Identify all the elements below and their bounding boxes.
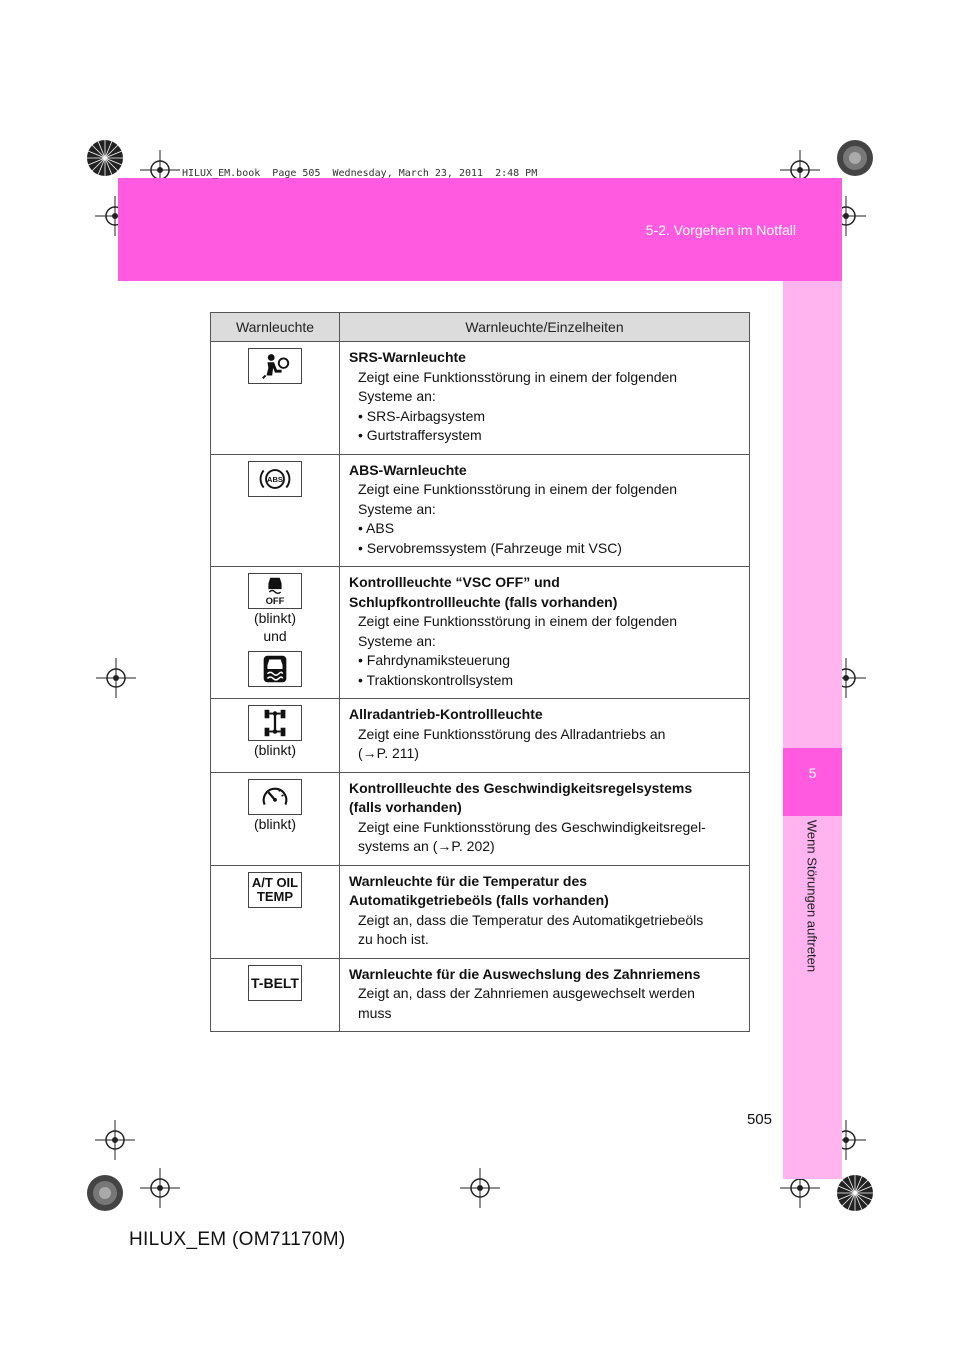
abs-icon bbox=[248, 461, 302, 497]
chapter-side-band bbox=[783, 281, 842, 1179]
light-description: (→P. 211) bbox=[358, 745, 419, 761]
icon-cell bbox=[211, 772, 340, 865]
table-row bbox=[211, 342, 750, 455]
light-description: muss bbox=[358, 1004, 392, 1021]
details-cell bbox=[340, 567, 750, 699]
cruise-control-icon bbox=[248, 779, 302, 815]
table-row bbox=[211, 567, 750, 699]
book-stamp: HILUX_EM.book Page 505 Wednesday, March 23, 2011 2:48 PM bbox=[182, 168, 538, 179]
blink-caption: (blinkt) bbox=[253, 610, 296, 626]
details-cell bbox=[340, 342, 750, 455]
bullet-item: • Traktionskontrollsystem bbox=[358, 671, 514, 688]
details-cell bbox=[340, 699, 750, 773]
icon-cell bbox=[211, 958, 340, 1032]
table-row bbox=[211, 865, 750, 958]
at-oil-temp-icon bbox=[248, 872, 302, 908]
at-oil-temp-icon-line: A/T OIL bbox=[251, 874, 299, 890]
section-title: 5-2. Vorgehen im Notfall bbox=[645, 222, 796, 238]
crosshair-mark-icon bbox=[95, 1120, 135, 1160]
t-belt-icon-text: T-BELT bbox=[251, 974, 299, 991]
vsc-off-icon bbox=[248, 573, 302, 609]
registration-mark-icon bbox=[80, 133, 130, 183]
4wd-drivetrain-icon bbox=[248, 705, 302, 741]
light-title: Warnleuchte für die Auswechslung des Zahnriemens bbox=[349, 965, 701, 982]
bullet-item: • ABS bbox=[358, 520, 395, 536]
light-title: Schlupfkontrollleuchte (falls vorhanden) bbox=[349, 593, 618, 610]
page-number: 505 bbox=[746, 1111, 772, 1128]
details-cell bbox=[340, 772, 750, 865]
abs-icon-text: ABS bbox=[267, 474, 283, 484]
bullet-item: • Servobremssystem (Fahrzeuge mit VSC) bbox=[358, 539, 622, 556]
light-description: Systeme an: bbox=[358, 500, 436, 517]
light-title: Allradantrieb-Kontrollleuchte bbox=[349, 706, 543, 722]
light-description: Zeigt eine Funktionsstörung des Geschwindigkeitsregel- bbox=[358, 818, 706, 835]
light-title: SRS-Warnleuchte bbox=[349, 349, 466, 365]
light-title: Automatikgetriebeöls (falls vorhanden) bbox=[349, 892, 609, 908]
table-row bbox=[211, 454, 750, 567]
light-description: Zeigt eine Funktionsstörung des Allradantriebs an bbox=[358, 725, 666, 742]
at-oil-temp-icon-line: TEMP bbox=[256, 888, 294, 904]
bullet-item: • SRS-Airbagsystem bbox=[358, 407, 486, 424]
light-description: Zeigt eine Funktionsstörung in einem der folgenden bbox=[358, 481, 678, 497]
bullet-item: • Fahrdynamiksteuerung bbox=[358, 652, 510, 668]
details-cell bbox=[340, 865, 750, 958]
icon-cell bbox=[211, 454, 340, 567]
light-title: ABS-Warnleuchte bbox=[349, 461, 467, 478]
light-description: Zeigt an, dass die Temperatur des Automatikgetriebeöls bbox=[358, 911, 704, 928]
table-header-row bbox=[211, 313, 750, 342]
crosshair-mark-icon bbox=[140, 1168, 180, 1208]
chapter-title: Wenn Störungen auftreten bbox=[804, 819, 820, 973]
manual-code: HILUX_EM (OM71170M) bbox=[129, 1229, 346, 1250]
light-description: zu hoch ist. bbox=[358, 931, 429, 947]
chapter-tab bbox=[783, 748, 842, 816]
airbag-person-icon bbox=[248, 348, 302, 384]
warning-lights-table bbox=[210, 312, 750, 1032]
crosshair-mark-icon bbox=[460, 1168, 500, 1208]
table-row bbox=[211, 699, 750, 773]
column-header-details: Warnleuchte/Einzelheiten bbox=[340, 313, 750, 342]
light-description: Zeigt an, dass der Zahnriemen ausgewechselt werden bbox=[358, 985, 695, 1001]
vsc-off-icon-text: OFF bbox=[265, 596, 285, 608]
column-header-light: Warnleuchte bbox=[211, 313, 340, 342]
light-title: Kontrollleuchte des Geschwindigkeitsregelsystems bbox=[349, 779, 693, 796]
icon-connector: und bbox=[263, 628, 287, 644]
light-description: Systeme an: bbox=[358, 388, 436, 404]
crosshair-mark-icon bbox=[96, 658, 136, 698]
icon-cell bbox=[211, 567, 340, 699]
icon-cell bbox=[211, 865, 340, 958]
bullet-item: • Gurtstraffersystem bbox=[358, 427, 482, 443]
light-description: systems an (→P. 202) bbox=[358, 838, 495, 854]
details-cell bbox=[340, 454, 750, 567]
t-belt-icon bbox=[248, 965, 302, 1001]
icon-cell bbox=[211, 699, 340, 773]
light-description: Systeme an: bbox=[358, 632, 436, 649]
skid-indicator-icon bbox=[248, 651, 302, 687]
light-description: Zeigt eine Funktionsstörung in einem der folgenden bbox=[358, 368, 678, 385]
registration-mark-icon bbox=[80, 1168, 130, 1218]
blink-caption: (blinkt) bbox=[253, 742, 296, 758]
chapter-number: 5 bbox=[808, 765, 817, 781]
registration-mark-icon bbox=[830, 133, 880, 183]
table-row bbox=[211, 958, 750, 1032]
light-description: Zeigt eine Funktionsstörung in einem der folgenden bbox=[358, 613, 678, 629]
light-title: (falls vorhanden) bbox=[349, 799, 462, 815]
light-title: Kontrollleuchte “VSC OFF” und bbox=[349, 574, 560, 590]
table-row bbox=[211, 772, 750, 865]
icon-cell bbox=[211, 342, 340, 455]
blink-caption: (blinkt) bbox=[253, 815, 296, 832]
details-cell bbox=[340, 958, 750, 1032]
light-title: Warnleuchte für die Temperatur des bbox=[349, 872, 588, 889]
